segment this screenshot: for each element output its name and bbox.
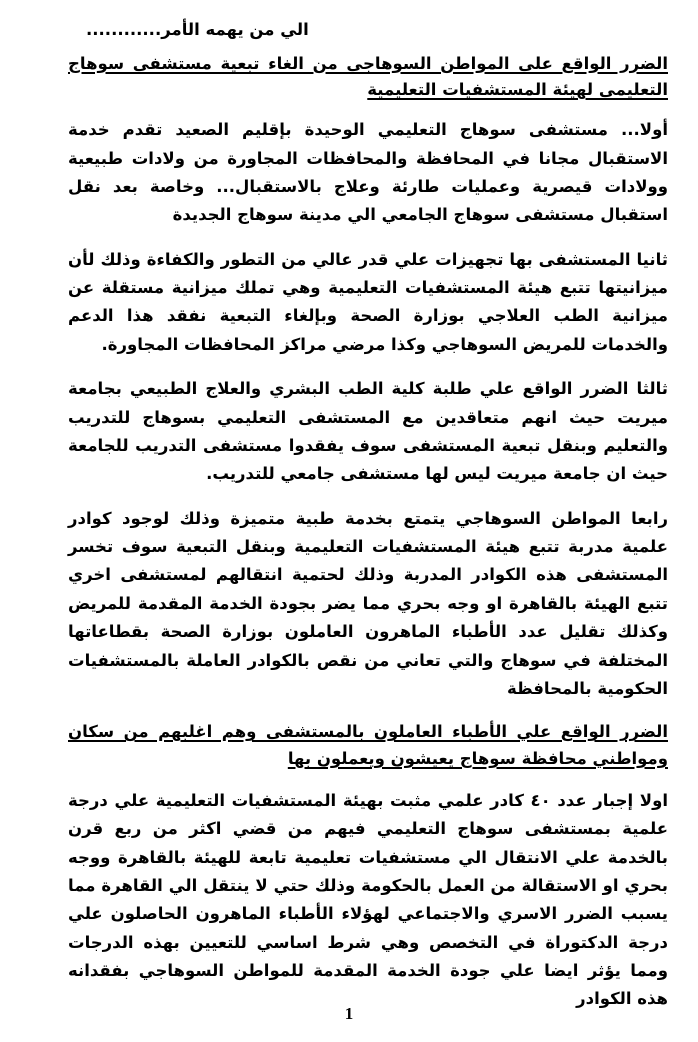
- document-body: [68, 18, 668, 1014]
- paragraph-fourth-point: رابعا المواطن السوهاجي يتمتع بخدمة طبية متميزة وذلك لوجود كوادر علمية مدربة تتبع هيئة المستشفيات التعليمية وبنقل التبعية سوف تخسر المستشفى هذه الكوادر المدربة وذلك لحتمية انتقالهم لمستشفى اخري تتبع الهيئة بالقاهرة او وجه بحري مما يضر بجودة الخدمة المقدمة للمريض وكذلك تقليل عدد الأطباء الماهرون العاملون بوزارة الصحة بقطاعاتها المختلفة في سوهاج والتي تعاني من نقص بالكوادر العاملة بالمستشفيات الحكومية بالمحافظة: [68, 508, 668, 698]
- paragraph-first-point: أولا... مستشفى سوهاج التعليمي الوحيدة بإقليم الصعيد تقدم خدمة الاستقبال مجانا في المحافظة والمحافظات المجاورة من ولادات طبيعية وولادات قيصرية وعمليات طارئة وعلاج بالاستقبال... وخاصة بعد نقل استقبال مستشفى سوهاج الجامعي الي مدينة سوهاج الجديدة: [68, 120, 668, 225]
- section-heading-damage-to-citizen: الضرر الواقع على المواطن السوهاجى من الغاء تبعية مستشفى سوهاج التعليمى لهيئة المستشفيات التعليمية: [68, 53, 668, 100]
- paragraph-fifth-point: اولا إجبار عدد ٤٠ كادر علمي مثبت بهيئة المستشفيات التعليمية علي درجة علمية بمستشفى سوهاج التعليمي فيهم من قضي اكثر من ربع قرن بالخدمة علي الانتقال الي مستشفيات تعليمية تابعة للهيئة بالقاهرة ووجه بحري او الاستقالة من العمل بالحكومة وذلك حتي لا ينتقل الي القاهرة مما يسبب الضرر الاسري والاجتماعي لهؤلاء الأطباء الماهرون الحاصلون علي درجة الدكتوراة في التخصص وهي شرط اساسي للتعيين بهذه الدرجات ومما يؤثر ايضا علي جودة الخدمة المقدمة للمواطن السوهاجي بفقدانه هذه الكوادر: [68, 790, 669, 1009]
- paragraph-second-point: ثانيا المستشفى بها تجهيزات علي قدر عالي من التطور والكفاءة وذلك لأن ميزانيتها تتبع هيئة المستشفيات التعليمية وهي تملك ميزانية مستقلة عن ميزانية الطب العلاجي بوزارة الصحة وبإلغاء التبعية نفقد هذا الدعم والخدمات للمريض السوهاجي وكذا مرضي مراكز المحافظات المجاورة.: [68, 249, 668, 354]
- page-number: 1: [344, 1004, 354, 1023]
- salutation-line: الي من يهمه الأمر............: [86, 20, 309, 39]
- section-heading-damage-to-doctors: الضرر الواقع علي الأطباء العاملون بالمستشفى وهم اغلبهم من سكان ومواطني محافظة سوهاج يعيشون ويعملون بها: [68, 722, 668, 769]
- paragraph-third-point: ثالثا الضرر الواقع علي طلبة كلية الطب البشري والعلاج الطبيعي بجامعة ميريت حيث انهم متعاقدين مع المستشفى التعليمي بسوهاج للتدريب والتعليم وبنقل تبعية المستشفى سوف يفقدوا مستشفى التدريب للجامعة حيث ان جامعة ميريت ليس لها مستشفى جامعي للتدريب.: [68, 379, 668, 484]
